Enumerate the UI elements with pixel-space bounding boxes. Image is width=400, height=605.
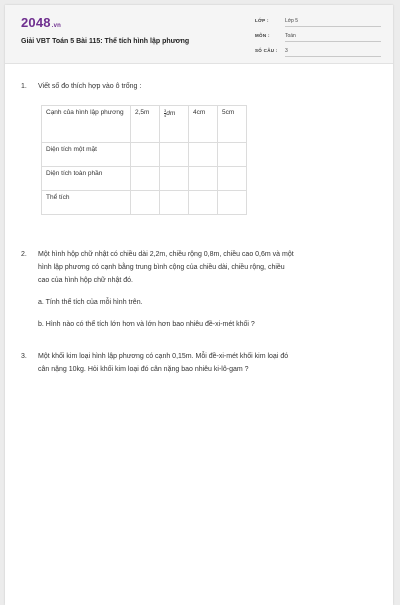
row-label: Thể tích — [42, 191, 131, 215]
question-line: Một hình hộp chữ nhật có chiều dài 2,2m, chiều rộng 0,8m, chiều cao 0,6m và một — [38, 251, 294, 258]
meta-row-subject — [255, 30, 383, 45]
page-title: Giải VBT Toán 5 Bài 115: Thể tích hình lập phương — [21, 38, 190, 45]
answer-cell[interactable] — [189, 167, 218, 191]
answer-cell[interactable] — [131, 143, 160, 167]
table-col-header: 5cm — [218, 106, 247, 143]
table-row — [42, 167, 247, 191]
question-line: cao của hình hộp chữ nhật đó. — [38, 277, 133, 284]
worksheet-page — [5, 5, 393, 605]
answer-cell[interactable] — [131, 191, 160, 215]
table-header-row — [42, 106, 247, 143]
unit-label: dm — [166, 110, 176, 118]
meta-label: MÔN : — [255, 33, 270, 38]
question-line: hình lập phương có cạnh bằng trung bình cộng của chiều dài, chiều rộng, chiều — [38, 264, 285, 271]
answer-table — [41, 105, 247, 215]
meta-row-count — [255, 45, 383, 60]
table-col-header: 4cm — [189, 106, 218, 143]
meta-value: Lớp 5 — [285, 16, 381, 27]
fraction-numerator: 3 — [164, 108, 167, 113]
question-3 — [21, 351, 381, 379]
table-row — [42, 191, 247, 215]
row-label: Diện tích toàn phần — [42, 167, 131, 191]
answer-cell[interactable] — [160, 143, 189, 167]
meta-label: LỚP : — [255, 18, 269, 23]
answer-cell[interactable] — [218, 167, 247, 191]
meta-info — [255, 15, 383, 60]
answer-cell[interactable] — [131, 167, 160, 191]
worksheet-header — [5, 5, 393, 64]
row-label: Diện tích một mặt — [42, 143, 131, 167]
question-2 — [21, 249, 381, 289]
fraction-denominator: 4 — [164, 113, 167, 118]
question-text: Viết số đo thích hợp vào ô trống : — [38, 83, 142, 90]
meta-value: Toán — [285, 31, 381, 42]
answer-cell[interactable] — [189, 191, 218, 215]
logo-text: 2048 — [21, 15, 51, 30]
table-header-cell: Cạnh của hình lập phương — [42, 106, 131, 143]
answer-cell[interactable] — [218, 191, 247, 215]
meta-value: 3 — [285, 46, 381, 57]
table-row — [42, 143, 247, 167]
meta-label: SỐ CÂU : — [255, 48, 278, 53]
question-number: 3. — [21, 353, 27, 360]
question-2-part-b: b. Hình nào có thể tích lớn hơn và lớn hơn bao nhiêu đề-xi-mét khối ? — [38, 321, 255, 328]
answer-cell[interactable] — [160, 167, 189, 191]
meta-row-grade — [255, 15, 383, 30]
question-number: 1. — [21, 83, 27, 90]
question-number: 2. — [21, 251, 27, 258]
logo-tld: .vn — [51, 23, 62, 29]
table-col-header: 2,5m — [131, 106, 160, 143]
question-2-part-a: a. Tính thể tích của mỗi hình trên. — [38, 299, 143, 306]
answer-cell[interactable] — [218, 143, 247, 167]
answer-cell[interactable] — [189, 143, 218, 167]
table-col-header — [160, 106, 189, 143]
question-line: Một khối kim loại hình lập phương có cạnh 0,15m. Mỗi đề-xi-mét khối kim loại đó — [38, 353, 289, 360]
question-1 — [21, 81, 381, 95]
question-line: cân nặng 10kg. Hỏi khối kim loại đó cân nặng bao nhiêu ki-lô-gam ? — [38, 366, 249, 373]
site-logo[interactable] — [21, 15, 61, 30]
answer-cell[interactable] — [160, 191, 189, 215]
